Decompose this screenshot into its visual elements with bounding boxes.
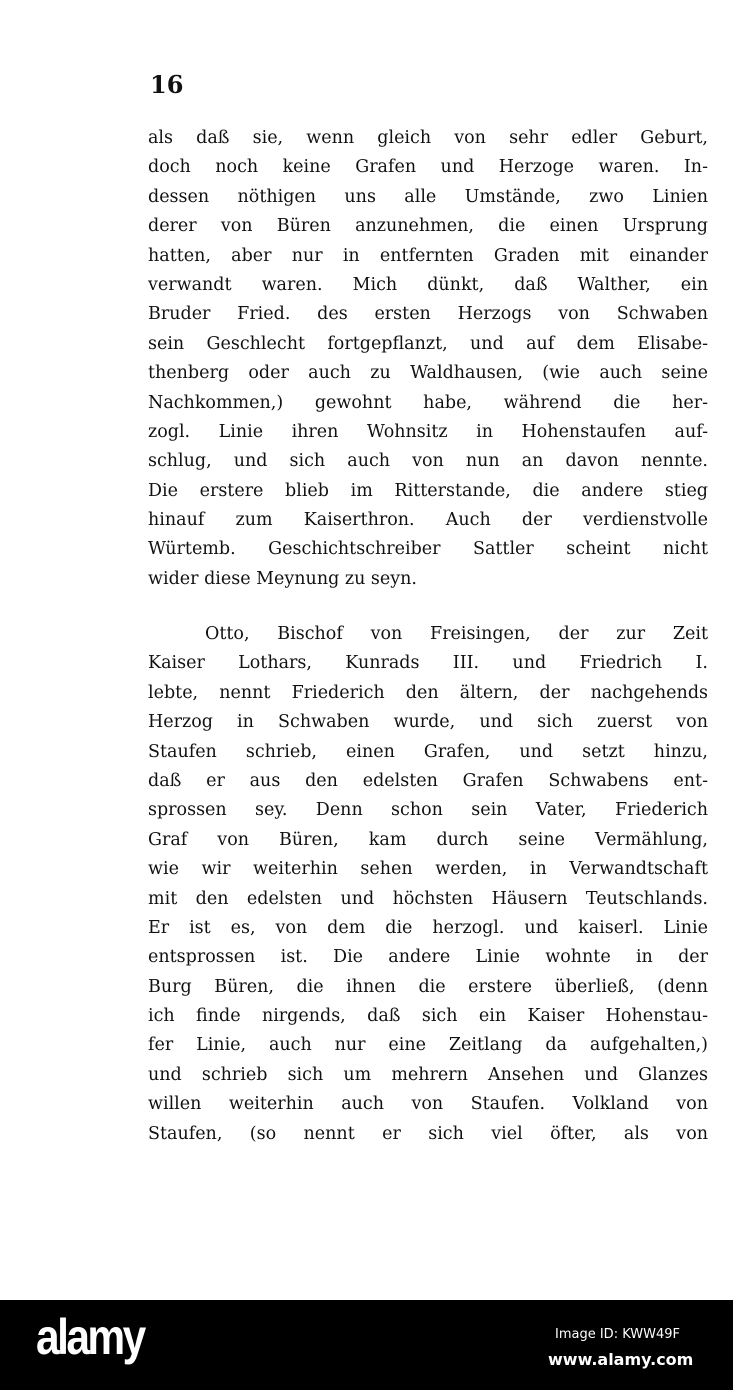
paragraph-1 — [148, 124, 708, 594]
page-number: 16 — [150, 70, 184, 99]
text-line: ich finde nirgends, daß sich ein Kaiser Hohenstau- — [148, 1006, 708, 1027]
text-line: Graf von Büren, kam durch seine Vermählung, — [148, 829, 708, 850]
text-line: Staufen, (so nennt er sich viel öfter, als von — [148, 1123, 708, 1144]
text-line: lebte, nennt Friederich den ältern, der nachgehends — [148, 682, 708, 703]
text-line: Otto, Bischof von Freisingen, der zur Zeit — [205, 624, 708, 644]
text-line: sprossen sey. Denn schon sein Vater, Friederich — [148, 800, 708, 821]
alamy-logo: alamy — [36, 1309, 144, 1365]
text-line: hinauf zum Kaiserthron. Auch der verdienstvolle — [148, 510, 708, 531]
text-line: zogl. Linie ihren Wohnsitz in Hohenstaufen auf- — [148, 421, 708, 442]
image-id-label: Image ID: KWW49F — [555, 1327, 680, 1342]
text-line: thenberg oder auch zu Waldhausen, (wie auch seine — [148, 363, 708, 384]
text-line: Würtemb. Geschichtschreiber Sattler scheint nicht — [148, 539, 708, 560]
text-line: sein Geschlecht fortgepflanzt, und auf dem Elisabe- — [148, 333, 708, 354]
text-line: Bruder Fried. des ersten Herzogs von Schwaben — [148, 304, 708, 325]
text-line: wie wir weiterhin sehen werden, in Verwandtschaft — [148, 859, 708, 880]
paragraph-2 — [148, 620, 708, 1149]
text-line: als daß sie, wenn gleich von sehr edler Geburt, — [148, 128, 708, 148]
text-line: dessen nöthigen uns alle Umstände, zwo Linien — [148, 186, 708, 207]
text-line: wider diese Meynung zu seyn. — [148, 568, 417, 589]
text-line: Burg Büren, die ihnen die erstere überließ, (denn — [148, 976, 708, 997]
site-url: www.alamy.com — [548, 1350, 694, 1369]
text-line: Nachkommen,) gewohnt habe, während die her- — [148, 392, 708, 413]
text-line: entsprossen ist. Die andere Linie wohnte in der — [148, 947, 708, 968]
text-line: Die erstere blieb im Ritterstande, die andere stieg — [148, 480, 708, 501]
text-line: Staufen schrieb, einen Grafen, und setzt hinzu, — [148, 741, 708, 762]
text-line: willen weiterhin auch von Staufen. Volkland von — [148, 1094, 708, 1115]
text-line: verwandt waren. Mich dünkt, daß Walther, ein — [148, 274, 708, 295]
text-line: schlug, und sich auch von nun an davon nennte. — [148, 451, 708, 472]
text-line: daß er aus den edelsten Grafen Schwabens ent- — [148, 770, 708, 791]
text-line: fer Linie, auch nur eine Zeitlang da aufgehalten,) — [148, 1035, 708, 1056]
text-line: und schrieb sich um mehrern Ansehen und Glanzes — [148, 1064, 708, 1085]
text-line: Kaiser Lothars, Kunrads III. und Friedrich I. — [148, 653, 708, 674]
text-line: derer von Büren anzunehmen, die einen Ursprung — [148, 216, 708, 237]
text-line: Er ist es, von dem die herzogl. und kaiserl. Linie — [148, 917, 708, 938]
text-line: mit den edelsten und höchsten Häusern Teutschlands. — [148, 888, 708, 909]
watermark-banner — [0, 1300, 733, 1390]
text-line: Herzog in Schwaben wurde, und sich zuerst von — [148, 712, 708, 733]
text-line: doch noch keine Grafen und Herzoge waren. In- — [148, 157, 708, 178]
text-line: hatten, aber nur in entfernten Graden mit einander — [148, 245, 708, 266]
